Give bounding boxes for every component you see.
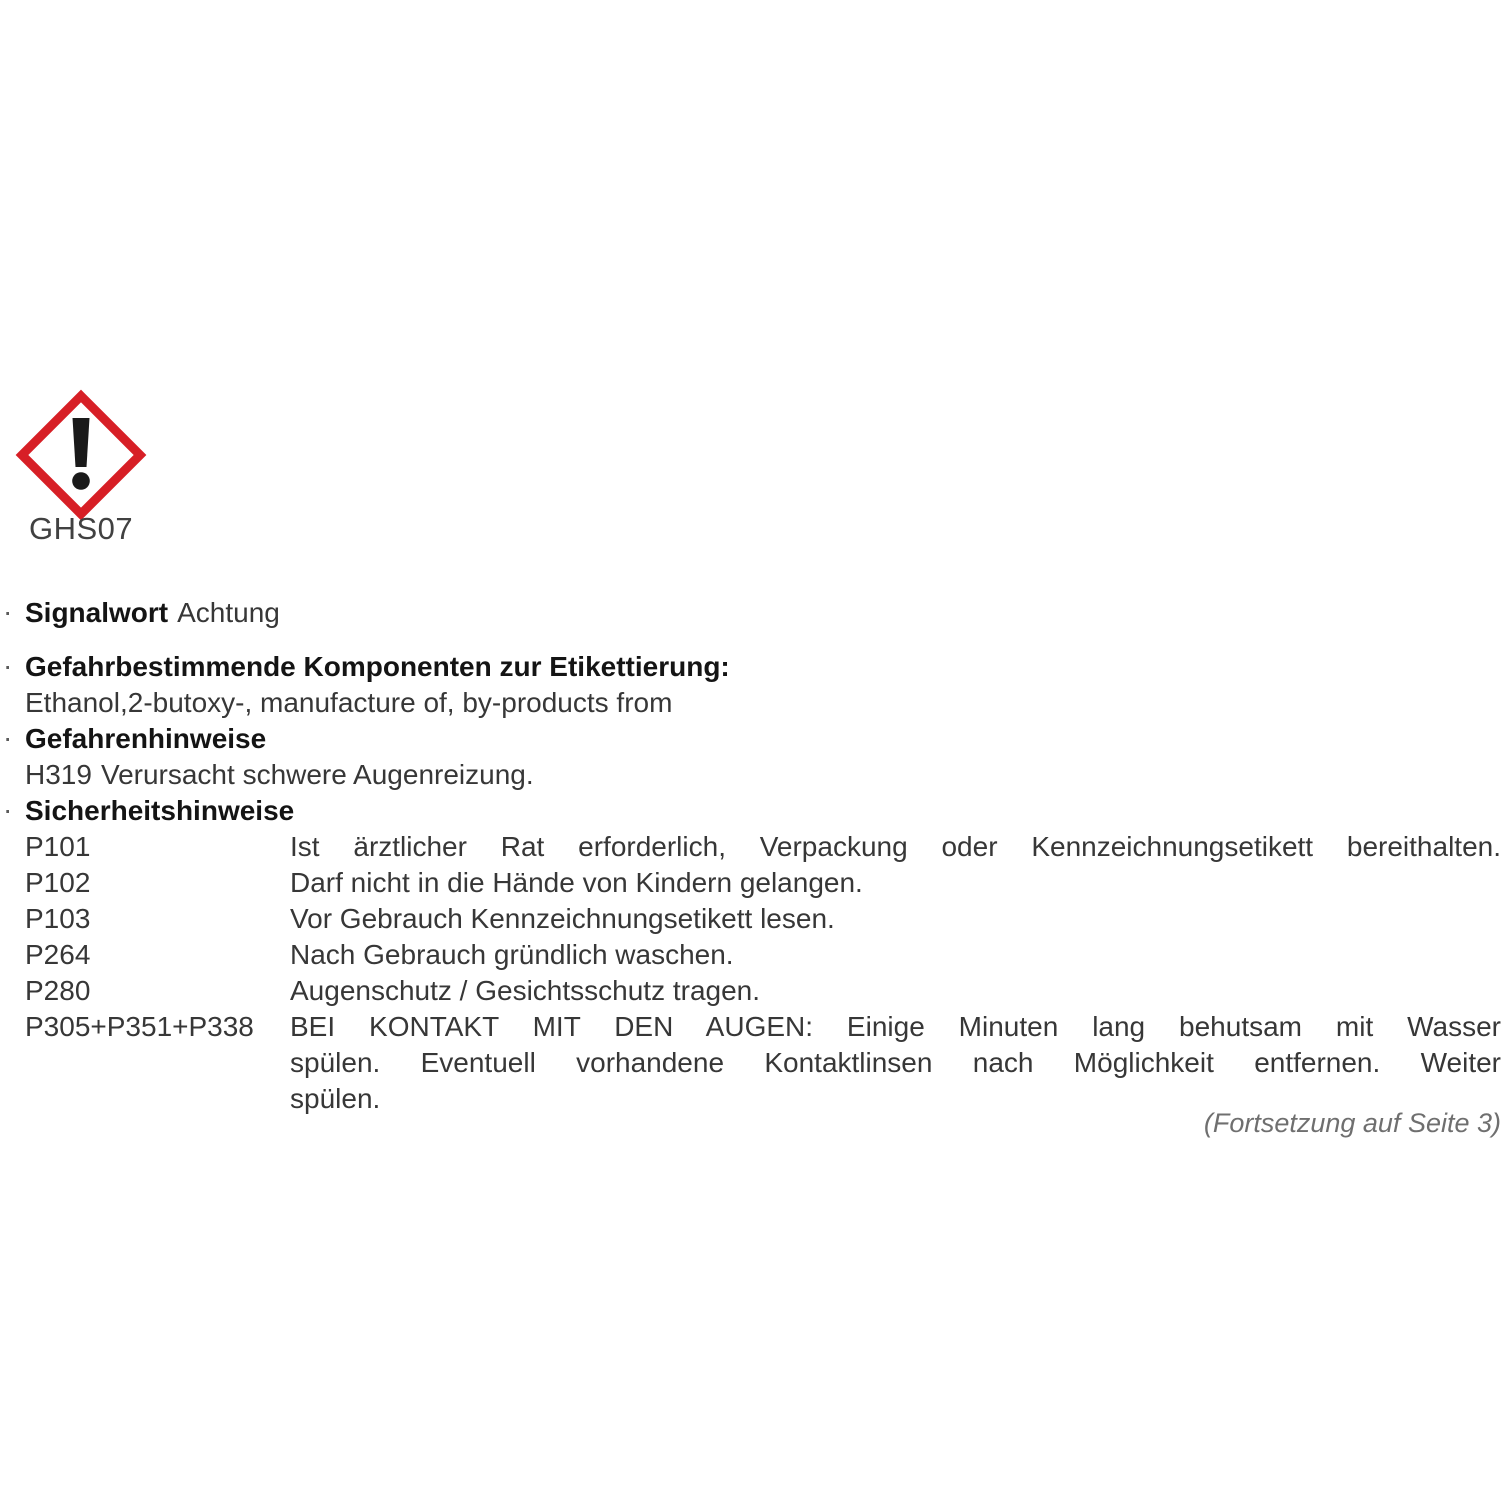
signal-word-value: Achtung [177,597,280,628]
p-statement-row [25,865,1501,901]
p-statement-code: P305+P351+P338 [25,1011,254,1042]
p-statement-code: P103 [25,903,91,934]
signal-word-label: Signalwort [25,597,169,628]
precautionary-statements-heading: Sicherheitshinweise [25,795,295,826]
p-statement-text: Nach Gebrauch gründlich waschen. [290,939,734,970]
p-statement-code: P280 [25,975,91,1006]
h-statement-code: H319 [25,759,92,790]
labeling-components-heading-line [3,649,1501,685]
ghs07-exclamation-pictogram-icon [17,391,145,519]
bullet-dot: · [3,722,13,753]
hazard-statements-heading: Gefahrenhinweise [25,723,267,754]
ghs07-label: GHS07 [29,511,134,546]
p-statement-code: P264 [25,939,91,970]
bullet-dot: · [3,650,13,681]
bullet-dot: · [3,596,13,627]
p-statement-text: Ist ärztlicher Rat erforderlich, Verpackung oder Kennzeichnungsetikett bereithalten. [290,831,1501,862]
labeling-components-heading: Gefahrbestimmende Komponenten zur Etikettierung: [25,651,730,682]
p-statement-row [25,973,1501,1009]
p-statement-text: Vor Gebrauch Kennzeichnungsetikett lesen. [290,903,835,934]
p-statement-row [25,901,1501,937]
p-statement-text: Augenschutz / Gesichtsschutz tragen. [290,975,761,1006]
bullet-dot: · [3,794,13,825]
p-statement-text-line: BEI KONTAKT MIT DEN AUGEN: Einige Minuten lang behutsam mit Wasser [290,1011,1501,1042]
p-statement-text [290,1009,1501,1117]
labeling-components-value: Ethanol,2-butoxy-, manufacture of, by-products from [25,687,673,718]
p-statement-code: P102 [25,867,91,898]
precautionary-statements-heading-line [3,793,1501,829]
hazard-statements-heading-line [3,721,1501,757]
p-statement-text: Darf nicht in die Hände von Kindern gelangen. [290,867,863,898]
signal-word-line [3,595,1501,631]
p-statement-row [25,937,1501,973]
p-statement-text-line: spülen. [290,1083,381,1114]
p-statement-text-line: spülen. Eventuell vorhandene Kontaktlinsen nach Möglichkeit entfernen. Weiter [290,1047,1501,1078]
p-statement-row [25,829,1501,865]
h-statement-text: Verursacht schwere Augenreizung. [100,759,534,790]
hazard-statement-h319 [25,757,1501,793]
p-statement-code: P101 [25,831,91,862]
p-statement-row [25,1009,1501,1117]
page-continuation-note-text: (Fortsetzung auf Seite 3) [1203,1108,1501,1138]
exclamation-dot [72,472,90,490]
exclamation-bar [73,418,90,467]
page-continuation-note-clipped [1081,1108,1501,1138]
label-elements-section [3,595,1501,1117]
